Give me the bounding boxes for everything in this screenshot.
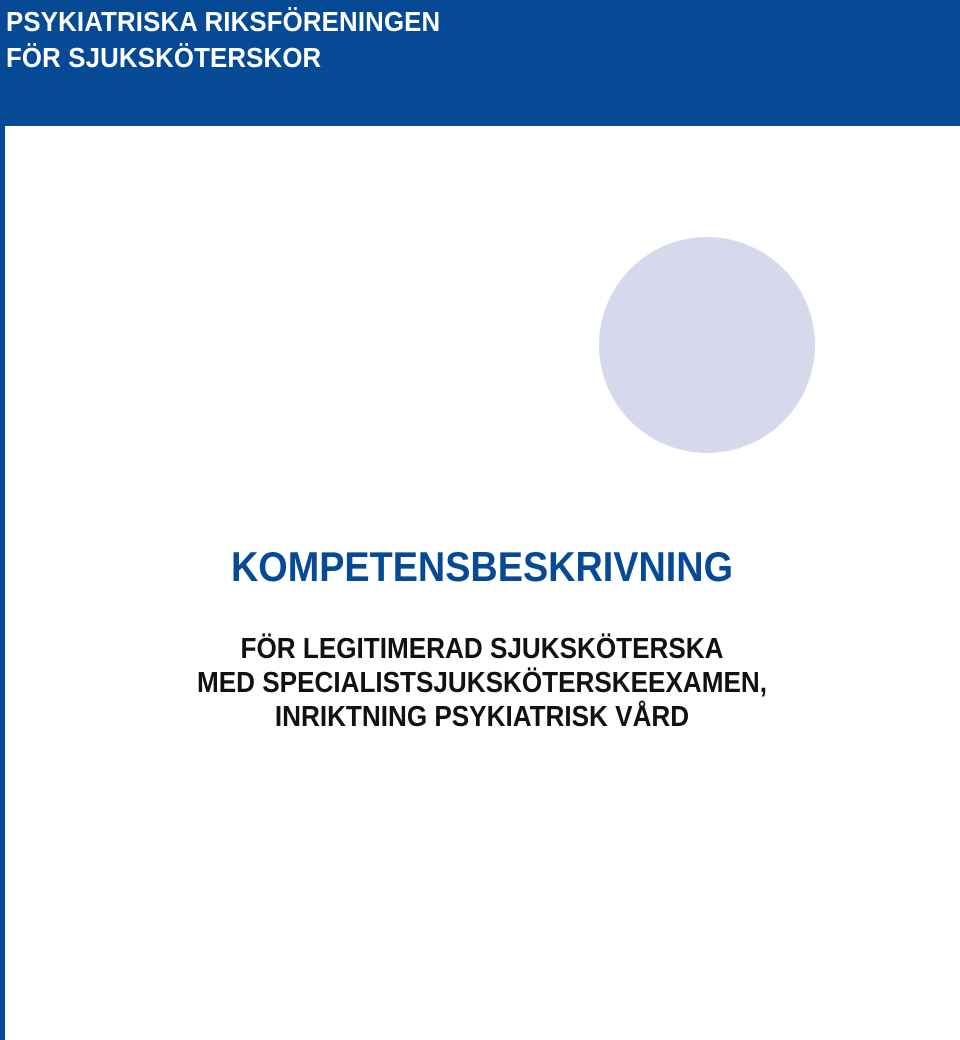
header-band xyxy=(0,0,960,126)
organization-name-line-1: PSYKIATRISKA RIKSFÖRENINGEN xyxy=(6,6,441,37)
subtitle-line-3: INRIKTNING PSYKIATRISK VÅRD xyxy=(274,701,690,733)
subtitle-line-1: FÖR LEGITIMERAD SJUKSKÖTERSKA xyxy=(240,633,724,665)
document-subtitle xyxy=(48,632,916,734)
left-margin-rule xyxy=(0,126,5,1040)
decorative-circle xyxy=(599,237,815,453)
organization-name xyxy=(6,4,440,76)
organization-name-line-2: FÖR SJUKSKÖTERSKOR xyxy=(6,42,322,73)
subtitle-line-2: MED SPECIALISTSJUKSKÖTERSKEEXAMEN, xyxy=(197,667,767,699)
document-title: KOMPETENSBESKRIVNING xyxy=(231,543,733,590)
